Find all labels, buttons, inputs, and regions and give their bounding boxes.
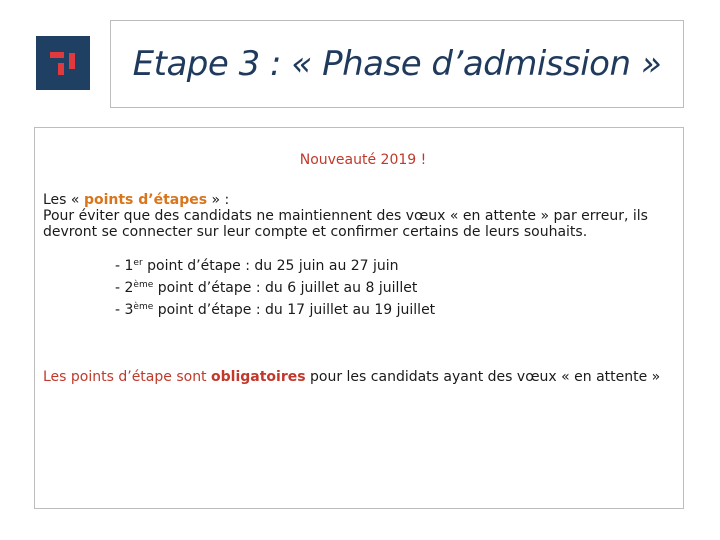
page-title: Etape 3 : « Phase d’admission » xyxy=(132,44,662,84)
conclusion-red: Les points d’étape sont xyxy=(43,369,211,385)
intro-line xyxy=(43,192,683,208)
step-sup: ème xyxy=(133,280,154,290)
step-prefix: - 1 xyxy=(115,258,134,274)
step-prefix: - 3 xyxy=(115,302,134,318)
intro-prefix: Les « xyxy=(43,192,84,208)
steps-list xyxy=(115,255,683,321)
step-prefix: - 2 xyxy=(115,280,134,296)
step-text: point d’étape : du 17 juillet au 19 juillet xyxy=(153,302,436,318)
brand-logo xyxy=(36,36,90,90)
intro-highlight: points d’étapes xyxy=(83,192,208,208)
brand-logo-icon xyxy=(36,36,90,90)
step-sup: ème xyxy=(133,302,154,312)
novelty-label: Nouveauté 2019 ! xyxy=(299,152,427,168)
content-box xyxy=(34,127,684,509)
intro-suffix: » : xyxy=(207,192,230,208)
list-item xyxy=(115,255,683,277)
conclusion-red-bold: obligatoires xyxy=(211,369,306,385)
intro-paragraph: Pour éviter que des candidats ne maintiennent des vœux « en attente » par erreur, ils devront se connecter sur leur compte et confirmer certains de leurs souhaits. xyxy=(43,208,648,240)
step-text: point d’étape : du 6 juillet au 8 juillet xyxy=(153,280,418,296)
list-item xyxy=(115,277,683,299)
list-item xyxy=(115,299,683,321)
conclusion xyxy=(43,369,683,385)
conclusion-rest: pour les candidats ayant des vœux « en attente » xyxy=(305,369,661,385)
step-sup: er xyxy=(133,258,143,268)
step-text: point d’étape : du 25 juin au 27 juin xyxy=(142,258,399,274)
title-box xyxy=(110,20,684,108)
